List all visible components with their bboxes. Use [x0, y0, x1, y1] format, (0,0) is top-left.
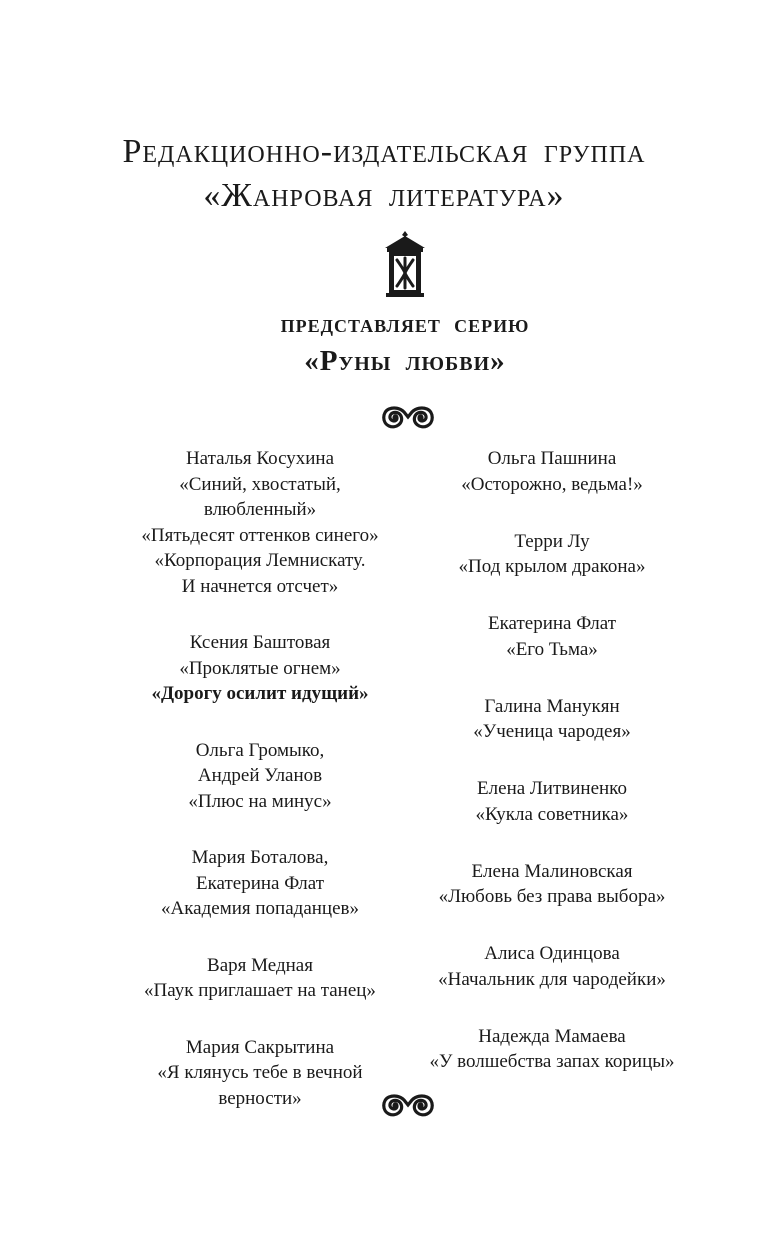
book-entry [402, 446, 702, 497]
author-name: Ольга Громыко, [195, 739, 325, 761]
author-name: Ольга Пашнина [487, 448, 617, 469]
book-title: И начнется отсчет» [181, 575, 339, 597]
author-name: Елена Малиновская [471, 860, 633, 882]
book-title: «У волшебства запах корицы» [429, 1051, 675, 1072]
book-title: «Под крылом дракона» [458, 556, 646, 577]
book-title: «Проклятые огнем» [179, 657, 341, 679]
right-book-list [402, 446, 702, 1106]
lantern-zh-icon [383, 230, 427, 298]
author-name: Екатерина Флат [487, 613, 617, 634]
book-entry [402, 941, 702, 992]
author-name: Андрей Уланов [197, 765, 323, 786]
author-name: Надежда Мамаева [478, 1025, 626, 1047]
double-spiral-icon [378, 1092, 438, 1120]
book-entry [402, 694, 702, 745]
book-title: «Его Тьма» [506, 638, 598, 660]
book-entry [110, 446, 410, 599]
book-title: «Начальник для чародейки» [438, 968, 666, 990]
book-entry [402, 529, 702, 580]
book-title: «Кукла советника» [475, 803, 629, 825]
author-name: Варя Медная [207, 954, 313, 976]
left-book-list [110, 446, 410, 1142]
book-entry [110, 845, 410, 922]
book-entry [402, 611, 702, 662]
series-intro-line1: представляет серию [280, 311, 530, 338]
book-entry [402, 859, 702, 910]
book-title: «Любовь без права выбора» [438, 886, 666, 907]
book-title: «Плюс на минус» [188, 790, 332, 812]
author-name: Ксения Баштовая [189, 632, 331, 653]
author-name: Мария Боталова, [191, 847, 329, 868]
book-title: «Корпорация Лемнискату. [154, 550, 366, 571]
series-title: «Руны любви» [304, 345, 506, 377]
book-entry [402, 776, 702, 827]
book-title: «Я клянусь тебе в вечной [157, 1062, 363, 1083]
book-title-highlighted: «Дорогу осилит идущий» [151, 683, 369, 704]
book-title: «Синий, хвостатый, [179, 473, 341, 495]
book-entry [402, 1024, 702, 1075]
publisher-title-line2: «Жанровая литература» [203, 177, 565, 214]
book-title: верности» [218, 1087, 302, 1109]
book-title: влюбленный» [203, 499, 317, 520]
author-name: Наталья Косухина [185, 448, 335, 469]
book-title: «Ученица чародея» [473, 721, 631, 742]
book-entry [110, 1035, 410, 1112]
author-name: Алиса Одинцова [484, 943, 620, 964]
double-spiral-icon [378, 404, 438, 432]
book-entry [110, 630, 410, 707]
author-name: Екатерина Флат [195, 872, 325, 894]
book-entry [110, 738, 410, 815]
author-name: Галина Манукян [484, 695, 620, 717]
book-title: «Пятьдесят оттенков синего» [141, 524, 379, 546]
book-title: «Паук приглашает на танец» [144, 980, 376, 1001]
publisher-title-line1: Редакционно-издательская группа [122, 133, 646, 170]
author-name: Мария Сакрытина [185, 1036, 335, 1058]
author-name: Терри Лу [514, 530, 590, 552]
book-title: «Осторожно, ведьма!» [461, 473, 643, 495]
book-title: «Академия попаданцев» [161, 898, 359, 919]
book-entry [110, 953, 410, 1004]
author-name: Елена Литвиненко [477, 778, 627, 799]
